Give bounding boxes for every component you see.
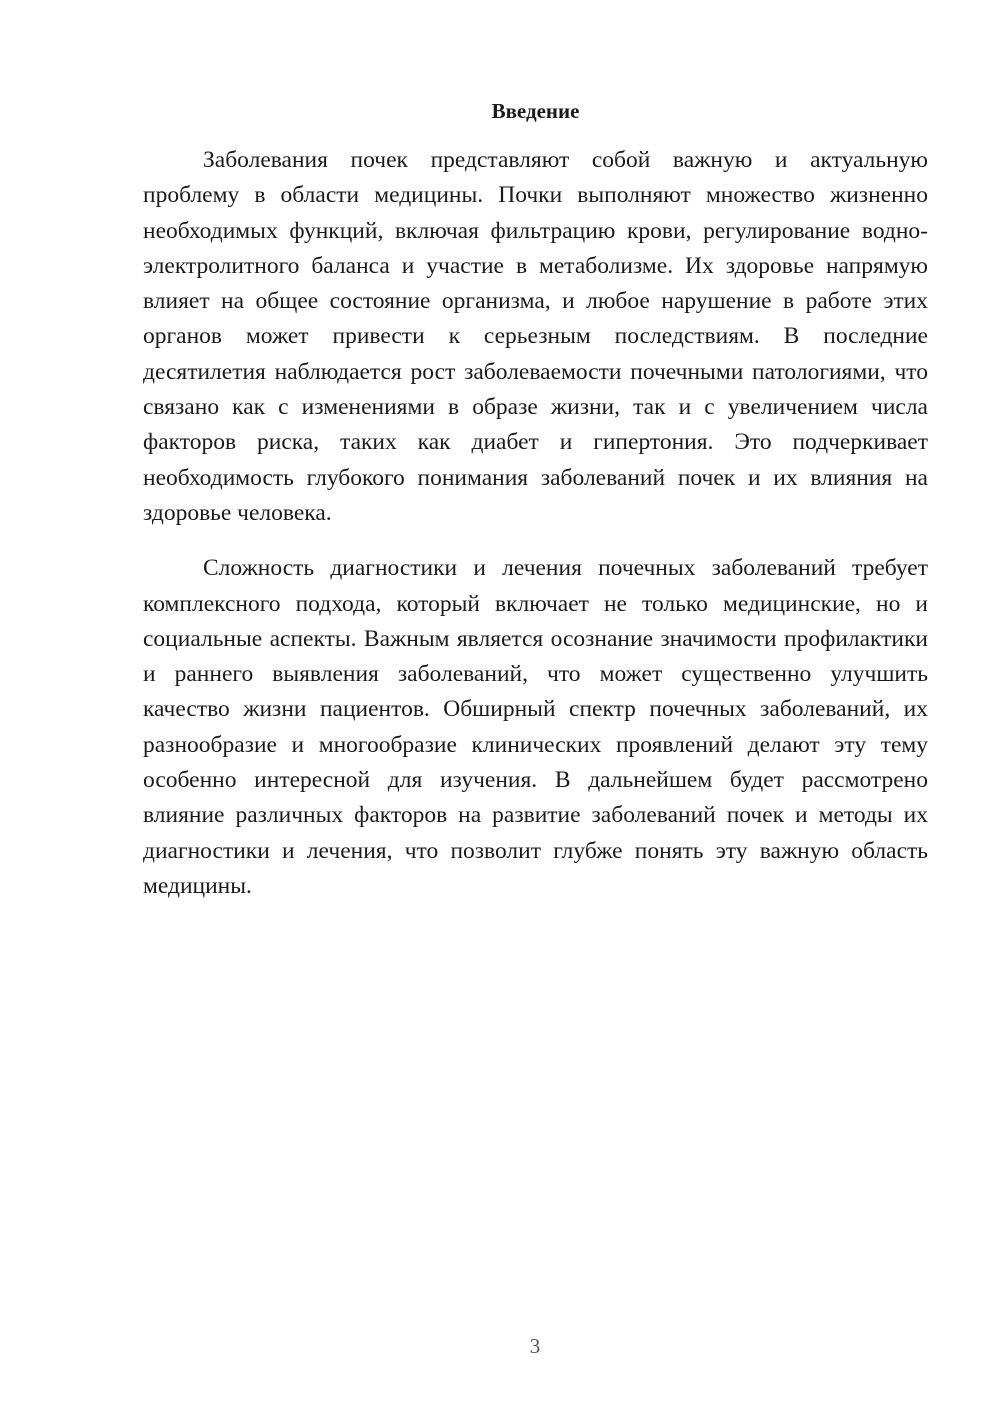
- body-text: [143, 143, 928, 904]
- section-title: Введение: [491, 99, 580, 123]
- page-number: 3: [529, 1334, 541, 1358]
- paragraph-1: Заболевания почек представляют собой важную и актуальную проблему в области медицины. Почки выполняют множество жизненно необходимых функций, включая фильтрацию крови, регулирование водно-электролитного баланса и участие в метаболизме. Их здоровье напрямую влияет на общее состояние организма, и любое нарушение в работе этих органов может привести к серьезным последствиям. В последние десятилетия наблюдается рост заболеваемости почечными патологиями, что связано как с изменениями в образе жизни, так и с увеличением числа факторов риска, таких как диабет и гипертония. Это подчеркивает необходимость глубокого понимания заболеваний почек и их влияния на здоровье человека.: [143, 147, 928, 526]
- paragraph-2: Сложность диагностики и лечения почечных заболеваний требует комплексного подхода, который включает не только медицинские, но и социальные аспекты. Важным является осознание значимости профилактики и раннего выявления заболеваний, что может существенно улучшить качество жизни пациентов. Обширный спектр почечных заболеваний, их разнообразие и многообразие клинических проявлений делают эту тему особенно интересной для изучения. В дальнейшем будет рассмотрено влияние различных факторов на развитие заболеваний почек и методы их диагностики и лечения, что позволит глубже понять эту важную область медицины.: [143, 555, 928, 899]
